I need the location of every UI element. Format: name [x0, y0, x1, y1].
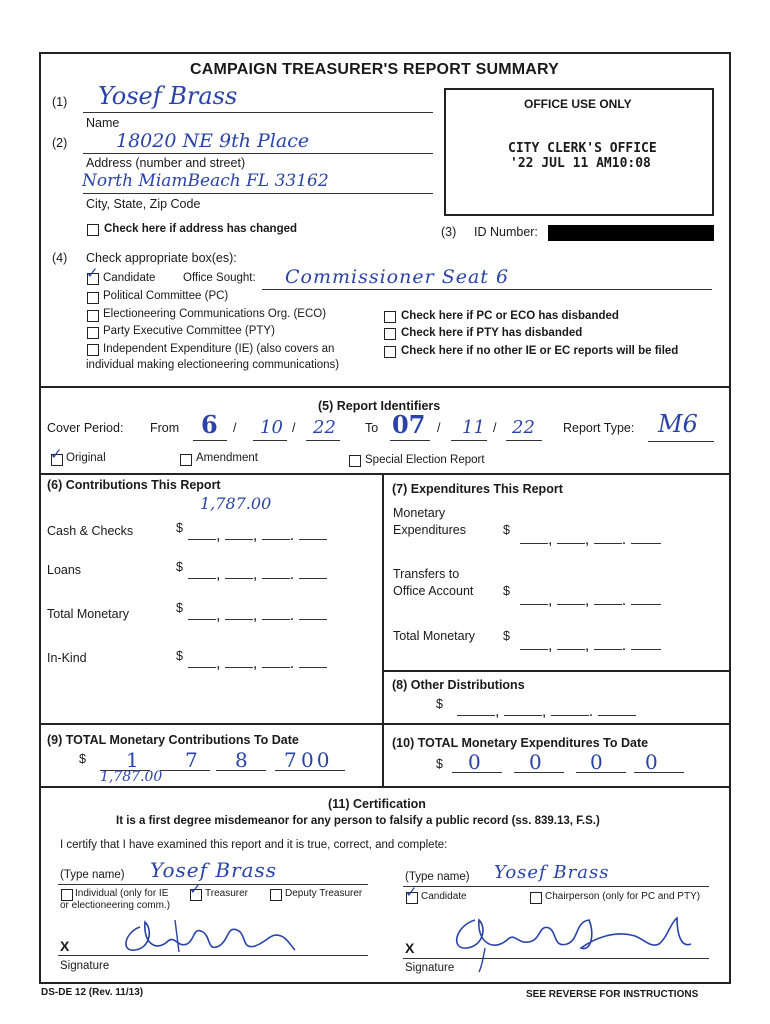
dollar-sign: $	[436, 697, 443, 711]
loans-amount[interactable]: , , .	[188, 566, 327, 584]
pc-disbanded-label: Check here if PC or ECO has disbanded	[401, 310, 619, 322]
pty-disbanded-label: Check here if PTY has disbanded	[401, 327, 583, 339]
contrib-digit-1[interactable]: 1	[126, 748, 139, 772]
cash-checks-amount[interactable]: , , .	[188, 527, 327, 545]
signature-line	[58, 955, 368, 956]
exp-line	[514, 772, 564, 773]
type-name-line	[403, 886, 709, 887]
date-slash: /	[493, 421, 497, 435]
other-distributions-amount[interactable]: , , .	[457, 703, 636, 721]
contrib-digit-4[interactable]: 7	[284, 748, 297, 772]
dollar-sign: $	[503, 523, 510, 537]
total-expenditures-heading: (10) TOTAL Monetary Expenditures To Date	[392, 736, 649, 750]
ie-label-line1: Independent Expenditure (IE) (also covers an	[103, 343, 335, 355]
divider	[39, 723, 731, 725]
signer-candidate-label: Candidate	[421, 891, 467, 902]
address-changed-label: Check here if address has changed	[104, 223, 298, 235]
monetary-exp-label-2: Expenditures	[393, 523, 466, 537]
dollar-sign: $	[176, 560, 183, 574]
type-name-line	[58, 884, 368, 885]
contrib-line	[216, 770, 266, 771]
total-monetary-exp-label: Total Monetary	[393, 629, 475, 643]
certification-warning: It is a first degree misdemeanor for any person to falsify a public record (ss. 839.13, F.S.)	[116, 815, 600, 827]
report-type-label: Report Type:	[563, 421, 635, 435]
clerk-stamp-line1: CITY CLERK'S OFFICE	[508, 141, 657, 156]
individual-label-1: Individual (only for IE	[75, 888, 169, 899]
contributions-handwritten-total[interactable]: 1,787.00	[200, 494, 272, 513]
deputy-treasurer-checkbox[interactable]	[270, 889, 282, 901]
to-day-line	[451, 440, 487, 441]
to-year-line	[506, 440, 542, 441]
in-kind-label: In-Kind	[47, 651, 87, 665]
address-changed-checkbox[interactable]	[87, 224, 99, 236]
city-line	[83, 193, 433, 194]
dollar-sign: $	[503, 629, 510, 643]
id-number-label: ID Number:	[474, 225, 538, 239]
transfers-label-2: Office Account	[393, 584, 474, 598]
office-sought-value[interactable]: Commissioner Seat 6	[285, 266, 510, 288]
original-checkbox[interactable]	[50, 445, 63, 466]
candidate-name-value[interactable]: Yosef Brass	[494, 862, 610, 883]
divider	[39, 386, 731, 388]
chairperson-label: Chairperson (only for PC and PTY)	[545, 891, 701, 902]
signature-x-mark: X	[60, 938, 70, 954]
ie-checkbox[interactable]	[87, 344, 99, 356]
id-number-redaction	[548, 225, 714, 241]
signature-label: Signature	[405, 962, 455, 974]
special-election-label: Special Election Report	[365, 454, 485, 466]
signature-line	[403, 958, 709, 959]
checkmark-icon: ✓	[405, 883, 418, 901]
address-label: Address (number and street)	[86, 156, 246, 170]
transfers-amount[interactable]: , , .	[520, 592, 661, 610]
from-month[interactable]: 6	[201, 410, 218, 439]
pty-checkbox[interactable]	[87, 327, 99, 339]
treasurer-signature	[115, 912, 300, 957]
exp-digit-3[interactable]: 0	[590, 750, 603, 774]
exp-digit-1[interactable]: 0	[468, 750, 481, 774]
form-title: CAMPAIGN TREASURER'S REPORT SUMMARY	[190, 61, 560, 78]
expenditures-heading: (7) Expenditures This Report	[392, 482, 563, 496]
exp-digit-4[interactable]: 0	[645, 750, 658, 774]
to-label: To	[365, 421, 379, 435]
pc-disbanded-checkbox[interactable]	[384, 311, 396, 323]
contrib-digit-2[interactable]: 7	[185, 748, 198, 772]
address-line	[83, 153, 433, 154]
pty-disbanded-checkbox[interactable]	[384, 328, 396, 340]
candidate-signature	[445, 908, 715, 973]
city-value[interactable]: North MiamBeach FL 33162	[82, 171, 329, 191]
signature-x-mark: X	[405, 940, 415, 956]
report-identifiers-heading: (5) Report Identifiers	[318, 399, 441, 413]
eco-checkbox[interactable]	[87, 310, 99, 322]
from-month-line	[193, 440, 227, 441]
contrib-digit-3[interactable]: 8	[235, 748, 248, 772]
signature-label: Signature	[60, 960, 110, 972]
to-month[interactable]: 07	[392, 410, 426, 439]
certification-heading: (11) Certification	[328, 797, 426, 811]
office-sought-line	[262, 289, 712, 290]
other-distributions-heading: (8) Other Distributions	[392, 678, 525, 692]
divider	[39, 473, 731, 475]
from-label: From	[150, 421, 180, 435]
report-type-value[interactable]: M6	[658, 410, 698, 438]
divider	[39, 786, 731, 788]
transfers-label-1: Transfers to	[393, 567, 460, 581]
field-number: (3)	[441, 225, 457, 239]
pty-label: Party Executive Committee (PTY)	[103, 325, 275, 337]
field-number: (2)	[52, 136, 68, 150]
political-committee-label: Political Committee (PC)	[103, 290, 229, 302]
section-number: (4)	[52, 251, 68, 265]
in-kind-amount[interactable]: , , .	[188, 655, 327, 673]
to-day[interactable]: 11	[462, 417, 485, 438]
special-election-checkbox[interactable]	[349, 455, 361, 467]
clerk-stamp-line2: '22 JUL 11 AM10:08	[510, 156, 651, 171]
dollar-sign: $	[79, 752, 86, 766]
chairperson-checkbox[interactable]	[530, 892, 542, 904]
dollar-sign: $	[176, 601, 183, 615]
monetary-exp-label-1: Monetary	[393, 506, 446, 520]
divider	[382, 670, 731, 672]
section4-heading: Check appropriate box(es):	[86, 251, 237, 265]
contributions-heading: (6) Contributions This Report	[47, 478, 221, 492]
candidate-label: Candidate	[103, 272, 156, 284]
column-divider	[382, 473, 384, 786]
to-month-line	[390, 440, 430, 441]
name-label: Name	[86, 116, 120, 130]
certification-statement: I certify that I have examined this report and it is true, correct, and complete:	[60, 839, 448, 851]
deputy-treasurer-label: Deputy Treasurer	[285, 888, 363, 899]
type-name-label: (Type name)	[60, 869, 125, 881]
amendment-label: Amendment	[196, 452, 259, 464]
ie-label-line2: individual making electioneering communications)	[86, 359, 340, 371]
candidate-checkbox[interactable]	[86, 264, 99, 285]
signer-candidate-checkbox[interactable]	[405, 883, 418, 904]
contrib-cents[interactable]: 00	[301, 748, 333, 772]
from-year-line	[306, 440, 340, 441]
from-day[interactable]: 10	[260, 417, 283, 438]
dollar-sign: $	[503, 584, 510, 598]
name-line	[83, 112, 433, 113]
cash-checks-label: Cash & Checks	[47, 524, 134, 538]
loans-label: Loans	[47, 563, 82, 577]
contrib-line	[160, 770, 210, 771]
treasurer-label: Treasurer	[205, 888, 248, 899]
total-contributions-heading: (9) TOTAL Monetary Contributions To Date	[47, 733, 299, 747]
total-monetary-amount[interactable]: , , .	[188, 607, 327, 625]
original-label: Original	[66, 452, 106, 464]
office-sought-label: Office Sought:	[183, 272, 256, 284]
name-value[interactable]: Yosef Brass	[98, 82, 238, 110]
date-slash: /	[292, 421, 296, 435]
checkmark-icon: ✓	[50, 445, 63, 463]
from-year[interactable]: 22	[313, 417, 336, 438]
contrib-handwritten-total[interactable]: 1,787.00	[100, 769, 163, 785]
amendment-checkbox[interactable]	[180, 454, 192, 466]
date-slash: /	[233, 421, 237, 435]
address-value[interactable]: 18020 NE 9th Place	[116, 130, 310, 152]
individual-label-2: or electioneering comm.)	[60, 900, 171, 911]
exp-digit-2[interactable]: 0	[529, 750, 542, 774]
from-day-line	[253, 440, 287, 441]
footer-instructions: SEE REVERSE FOR INSTRUCTIONS	[526, 989, 699, 1000]
date-slash: /	[437, 421, 441, 435]
office-use-heading: OFFICE USE ONLY	[524, 97, 632, 111]
total-monetary-exp-amount[interactable]: , , .	[520, 637, 661, 655]
city-label: City, State, Zip Code	[86, 197, 201, 211]
treasurer-name-value[interactable]: Yosef Brass	[150, 858, 278, 882]
political-committee-checkbox[interactable]	[87, 292, 99, 304]
exp-line	[576, 772, 626, 773]
dollar-sign: $	[176, 521, 183, 535]
exp-line	[452, 772, 502, 773]
exp-line	[634, 772, 684, 773]
checkmark-icon: ✓	[189, 880, 202, 898]
cover-period-label: Cover Period:	[47, 421, 124, 435]
to-year[interactable]: 22	[512, 417, 535, 438]
report-type-line	[648, 441, 714, 442]
dollar-sign: $	[176, 649, 183, 663]
dollar-sign: $	[436, 757, 443, 771]
no-other-reports-checkbox[interactable]	[384, 346, 396, 358]
monetary-exp-amount[interactable]: , , .	[520, 531, 661, 549]
treasurer-checkbox[interactable]	[189, 880, 202, 901]
no-other-reports-label: Check here if no other IE or EC reports will be filed	[401, 345, 679, 357]
type-name-label: (Type name)	[405, 871, 470, 883]
form-number: DS-DE 12 (Rev. 11/13)	[41, 987, 144, 998]
checkmark-icon: ✓	[86, 264, 99, 282]
field-number: (1)	[52, 95, 68, 109]
total-monetary-label: Total Monetary	[47, 607, 129, 621]
contrib-line	[275, 770, 345, 771]
eco-label: Electioneering Communications Org. (ECO)	[103, 308, 327, 320]
